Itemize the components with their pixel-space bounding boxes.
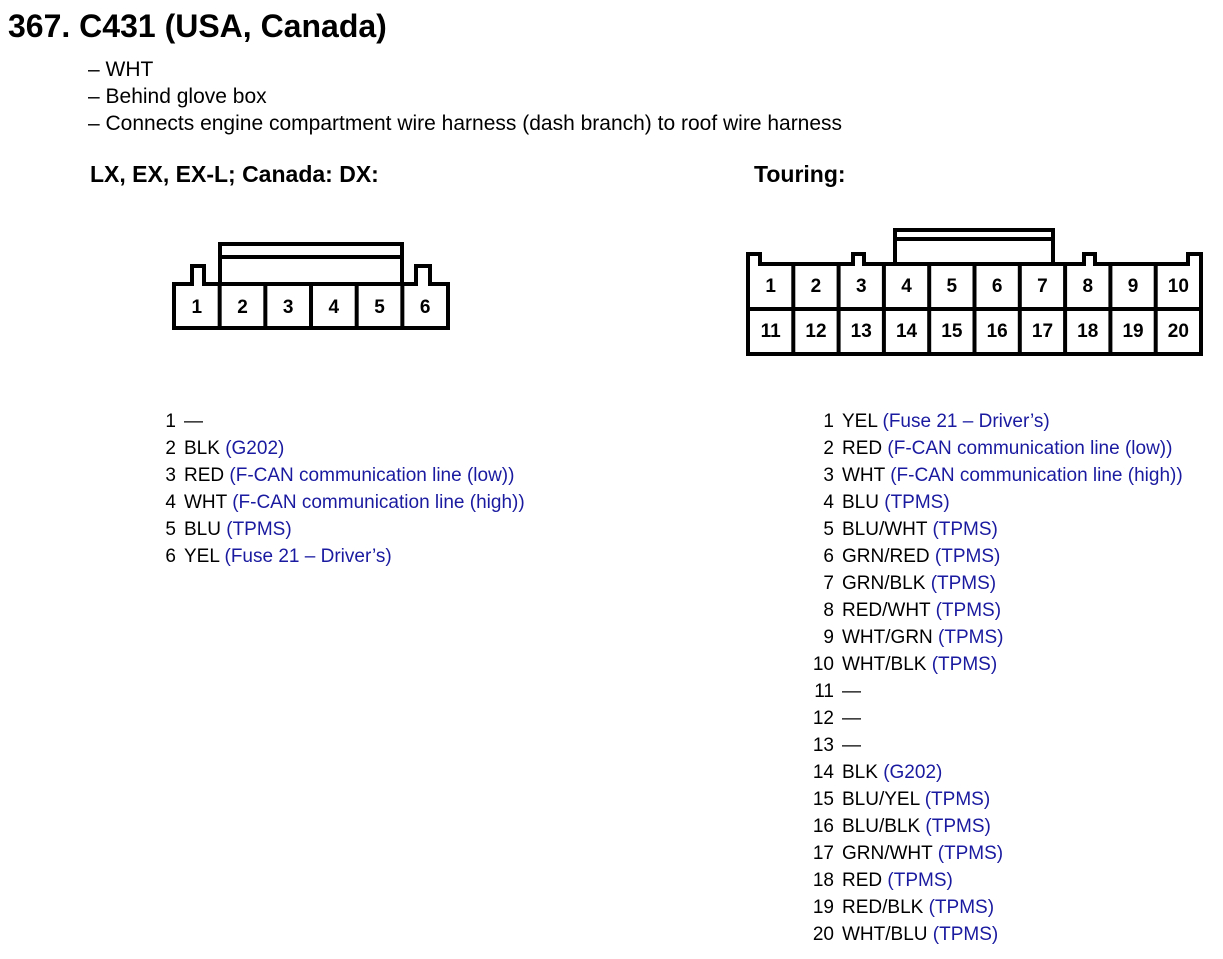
connector-b-cavity-11: 11 <box>760 321 781 342</box>
pin-number: 6 <box>165 546 176 567</box>
connector-b-cavity-7: 7 <box>1037 276 1048 297</box>
circuit-description: (TPMS) <box>919 789 991 810</box>
note-color: – WHT <box>88 58 154 81</box>
connector-b-heading: Touring: <box>754 161 846 187</box>
connector-a-pin-list <box>150 408 525 570</box>
connector-b-cavity-20: 20 <box>1167 321 1189 342</box>
connector-b-pin-row <box>808 921 1183 948</box>
connector-a-cavity-2: 2 <box>237 297 248 318</box>
connector-b-pin-row <box>808 840 1183 867</box>
circuit-description: (TPMS) <box>929 546 1001 567</box>
pin-number: 5 <box>823 519 834 540</box>
wire-color: WHT <box>184 492 227 513</box>
circuit-description: (TPMS) <box>932 627 1004 648</box>
connector-b-pin-row <box>808 408 1183 435</box>
wire-color: WHT <box>842 465 885 486</box>
page-title: 367. C431 (USA, Canada) <box>8 8 387 44</box>
wire-color: — <box>842 708 861 729</box>
note-connection: – Connects engine compartment wire harness (dash branch) to roof wire harness <box>88 112 843 135</box>
wire-color: BLK <box>184 438 220 459</box>
pin-number: 3 <box>823 465 834 486</box>
note-location: – Behind glove box <box>88 85 267 108</box>
connector-b-cavity-10: 10 <box>1167 276 1189 297</box>
connector-a-cavity-5: 5 <box>374 297 385 318</box>
circuit-description: (TPMS) <box>927 924 999 945</box>
connector-b-latch <box>895 230 1053 264</box>
connector-b-pin-row <box>808 435 1183 462</box>
pin-number: 16 <box>812 816 834 837</box>
wire-color: BLK <box>842 762 878 783</box>
connector-b-pin-row <box>808 597 1183 624</box>
wire-color: RED <box>184 465 225 486</box>
pin-number: 8 <box>823 600 834 621</box>
connector-b-cavity-5: 5 <box>946 276 958 297</box>
connector-b-diagram <box>735 215 1215 365</box>
circuit-description: (TPMS) <box>882 870 953 891</box>
connector-notes <box>88 56 842 137</box>
wire-color: BLU/BLK <box>842 816 921 837</box>
connector-b-pin-row <box>808 543 1183 570</box>
connector-b-pin-row <box>808 651 1183 678</box>
wire-color: RED <box>842 438 883 459</box>
connector-b-cavity-6: 6 <box>991 276 1003 297</box>
circuit-description: (G202) <box>219 438 285 459</box>
connector-a-pin-row <box>150 435 525 462</box>
circuit-description: (TPMS) <box>920 816 991 837</box>
connector-b-cavity-14: 14 <box>895 321 918 342</box>
circuit-description: (TPMS) <box>220 519 292 540</box>
connector-b-cavity-12: 12 <box>805 321 827 342</box>
pin-number: 5 <box>165 519 176 540</box>
pin-number: 4 <box>165 492 176 513</box>
connector-b-cavity-16: 16 <box>986 321 1008 342</box>
connector-b-pin-list <box>808 408 1183 948</box>
connector-b-pin-row <box>808 678 1183 705</box>
pin-number: 1 <box>823 411 834 432</box>
pin-number: 3 <box>165 465 176 486</box>
connector-a-cavity-4: 4 <box>328 297 340 318</box>
wire-color: BLU <box>184 519 221 540</box>
circuit-description: (Fuse 21 – Driver’s) <box>219 546 392 567</box>
connector-b-cavity-18: 18 <box>1077 321 1099 342</box>
connector-a-cavity-6: 6 <box>419 297 431 318</box>
wire-color: BLU <box>842 492 879 513</box>
wire-color: BLU/WHT <box>842 519 928 540</box>
connector-b-cavity-17: 17 <box>1031 321 1054 342</box>
pin-number: 17 <box>812 843 834 864</box>
connector-a-pin-row <box>150 516 525 543</box>
wire-color: RED/BLK <box>842 897 924 918</box>
connector-b-pin-row <box>808 894 1183 921</box>
circuit-description: (TPMS) <box>930 600 1002 621</box>
connector-b-cavity-4: 4 <box>901 276 912 297</box>
wire-color: RED <box>842 870 883 891</box>
connector-a-cavity-1: 1 <box>191 297 203 318</box>
pin-number: 11 <box>814 681 834 702</box>
wire-color: — <box>842 735 861 756</box>
pin-number: 4 <box>823 492 834 513</box>
connector-b-cavity-9: 9 <box>1127 276 1139 297</box>
wire-color: WHT/BLU <box>842 924 928 945</box>
connector-b-cavity-2: 2 <box>810 276 822 297</box>
wire-color: YEL <box>842 411 878 432</box>
connector-b-pin-row <box>808 813 1183 840</box>
wire-color: GRN/BLK <box>842 573 926 594</box>
wire-color: WHT/GRN <box>842 627 933 648</box>
wire-color: WHT/BLK <box>842 654 927 675</box>
pin-number: 19 <box>812 897 834 918</box>
connector-a-latch <box>220 244 402 284</box>
connector-a-pin-row <box>150 489 525 516</box>
circuit-description: (TPMS) <box>925 573 997 594</box>
circuit-description: (TPMS) <box>923 897 995 918</box>
connector-a-cavity-3: 3 <box>282 297 294 318</box>
pin-number: 2 <box>823 438 834 459</box>
connector-b-pin-row <box>808 867 1183 894</box>
connector-a-pin-row <box>150 408 525 435</box>
wire-color: BLU/YEL <box>842 789 920 810</box>
connector-a-heading: LX, EX, EX-L; Canada: DX: <box>90 161 379 187</box>
pin-number: 20 <box>812 924 834 945</box>
connector-a-diagram <box>160 230 460 340</box>
pin-number: 7 <box>823 573 834 594</box>
pin-number: 15 <box>812 789 834 810</box>
connector-b-pin-row <box>808 732 1183 759</box>
connector-b-pin-row <box>808 786 1183 813</box>
connector-b-cavity-13: 13 <box>850 321 872 342</box>
pin-number: 14 <box>812 762 834 783</box>
circuit-description: (F-CAN communication line (high)) <box>226 492 525 513</box>
connector-b-cavity-8: 8 <box>1082 276 1094 297</box>
connector-b-cavity-3: 3 <box>855 276 867 297</box>
connector-b-pin-row <box>808 705 1183 732</box>
circuit-description: (F-CAN communication line (low)) <box>882 438 1173 459</box>
circuit-description: (TPMS) <box>927 519 998 540</box>
wire-color: RED/WHT <box>842 600 931 621</box>
connector-b-pin-row <box>808 759 1183 786</box>
connector-b-cavity-1: 1 <box>765 276 776 297</box>
pin-number: 2 <box>165 438 176 459</box>
pin-number: 6 <box>823 546 834 567</box>
circuit-description: (F-CAN communication line (high)) <box>884 465 1183 486</box>
wire-color: GRN/RED <box>842 546 930 567</box>
pin-number: 1 <box>165 411 176 432</box>
pin-number: 13 <box>812 735 834 756</box>
pin-number: 10 <box>812 654 834 675</box>
wire-color: YEL <box>184 546 220 567</box>
wire-color: GRN/WHT <box>842 843 933 864</box>
connector-b-pin-row <box>808 624 1183 651</box>
circuit-description: (TPMS) <box>932 843 1004 864</box>
connector-b-pin-row <box>808 570 1183 597</box>
connector-b-cavity-15: 15 <box>941 321 963 342</box>
connector-b-pin-row <box>808 516 1183 543</box>
circuit-description: (G202) <box>877 762 943 783</box>
connector-a-pin-row <box>150 462 525 489</box>
circuit-description: (TPMS) <box>878 492 950 513</box>
circuit-description: (Fuse 21 – Driver’s) <box>877 411 1050 432</box>
pin-number: 12 <box>812 708 834 729</box>
connector-b-pin-row <box>808 462 1183 489</box>
connector-b-cavity-19: 19 <box>1122 321 1144 342</box>
pin-number: 18 <box>812 870 834 891</box>
circuit-description: (TPMS) <box>926 654 998 675</box>
wire-color: — <box>842 681 861 702</box>
connector-a-pin-row <box>150 543 525 570</box>
circuit-description: (F-CAN communication line (low)) <box>224 465 515 486</box>
pin-number: 9 <box>823 627 834 648</box>
wire-color: — <box>184 411 203 432</box>
connector-b-pin-row <box>808 489 1183 516</box>
